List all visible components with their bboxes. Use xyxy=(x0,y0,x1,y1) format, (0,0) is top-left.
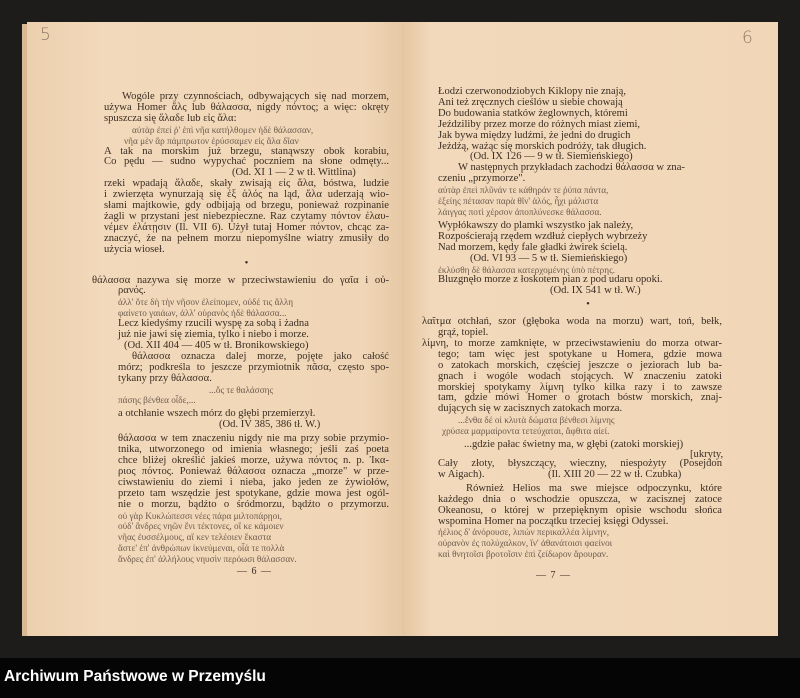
text-line: θάλασσα oznacza dalej morze, pojęte jako całość xyxy=(132,350,389,362)
text-line: chce bliżej określić jakieś morze, używa πόντος n. p. Ἰκα- xyxy=(118,455,389,466)
text-line: używa Homer ἅλς lub θάλασσα, nigdy πόντος; a więc: okręty xyxy=(104,101,389,113)
right-page xyxy=(402,22,778,636)
text-line: przeto tam wszędzie jest spotykane, gdzie mowa jest ogól- xyxy=(118,487,389,499)
text-line: Okeanosu, o której w przepięknym opisie wschodu słońca xyxy=(438,504,722,516)
text-line: rzeki wpadają ἅλαδε, skały zwisają εἰς ἅλα, bóstwa, ludzie xyxy=(104,178,389,190)
greek-line: οὐρανὸν ἐς πολύχαλκον, ἵν' ἀθανάτοισι φαείνοι xyxy=(438,538,613,549)
left-page xyxy=(27,22,402,636)
greek-line: οὐ γὰρ Κυκλώπεσσι νέες πάρα μιλτοπάρῃοι, xyxy=(118,510,282,521)
text-line: nie o morzu, bądźto o śródmorzu, bądźto o przymorzu. xyxy=(118,498,389,510)
handwritten-page-number-left: 5 xyxy=(40,25,51,45)
text-line: Również Helios ma swe miejsce odpoczynku, które xyxy=(466,482,722,494)
greek-line: ...ἔνθα δέ οἱ κλυτὰ δώματα βένθεσι λίμνης xyxy=(458,415,615,426)
greek-line: ἐκλύσθη δὲ θάλασσα κατερχομένης ὑπὸ πέτρης. xyxy=(438,264,615,275)
right-page-text xyxy=(422,86,738,560)
greek-line: ἠέλιος δ' ἀνόρουσε, λιπὼν περικαλλέα λίμνην, xyxy=(438,527,609,538)
verse-text: w Aigach). xyxy=(438,468,485,480)
greek-line: ...ὅς τε θαλάσσης xyxy=(209,384,274,395)
greek-line: πάσης βένθεα οἶδε,... xyxy=(118,395,196,406)
archive-footer-bar xyxy=(0,658,800,698)
citation: (Od. VI 93 — 5 w tł. Siemieńskiego) xyxy=(470,252,628,264)
text-line: dujących się w zacisznych zatokach morza. xyxy=(438,403,623,415)
citation: (Od. XI 1 — 2 w tł. Wittlina) xyxy=(232,167,356,179)
section-separator: • xyxy=(586,299,590,311)
page-number: — 6 — xyxy=(237,566,272,577)
verse-line: Cały złoty, błyszczący, wieczny, niespożyty (Posejdon xyxy=(438,458,722,469)
text-line: o zatokach morskich, częściej jeszcze o jeziorach lub ba- xyxy=(438,359,722,371)
text-line: mórz; podkreśla to jeszcze przymiotnik πᾶσα, często spo- xyxy=(118,361,389,373)
text-line: tego; tam więc jest spotykane u Homera, gdzie mowa xyxy=(438,348,722,360)
text-line: żagli w przystani jest niebezpieczne. Raz czytamy πόντον ἐλαυ- xyxy=(104,210,389,222)
text-line: wspomina Homer na początku trzeciej księgi Odyssei. xyxy=(438,515,669,527)
greek-line: φαίνετο γαιάων, ἀλλ' οὐρανὸς ἠδὲ θάλασσα... xyxy=(118,308,287,319)
text-line: czeniu „przymorze". xyxy=(438,173,526,185)
left-page-text xyxy=(92,91,389,565)
archive-name: Archiwum Państwowe w Przemyślu xyxy=(4,668,266,685)
greek-line: οὐδ' ἄνδρες νηῶν ἔνι τέκτονες, οἵ κε κάμοιεν xyxy=(118,521,284,532)
citation: (Od. IX 541 w tł. W.) xyxy=(550,285,641,297)
page-number: — 7 — xyxy=(536,570,571,581)
greek-line: νῆας ἐυσσέλμους, αἵ κεν τελέοιεν ἕκαστα xyxy=(118,532,272,543)
citation: (Od. IX 126 — 9 w tł. Siemieńskiego) xyxy=(470,151,633,163)
text-line: λίμνη, to morze zamknięte, w przeciwstawieniu do morza otwar- xyxy=(422,337,722,349)
text-line: ciwstawieniu do ziemi i nieba, jako jeden ze żywiołów, xyxy=(118,476,389,488)
section-separator: • xyxy=(244,257,249,269)
text-line: morskiej spotykamy λίμνη tylko kilka razy i to zawsze xyxy=(438,381,722,393)
text-line: νέμεν ἐλάτῃσιν (Il. VII 6). Użył tutaj Homer πόντον, chcąc za- xyxy=(104,221,389,233)
citation: (Od. IV 385, 386 tł. W.) xyxy=(219,419,321,431)
greek-line: ἀλλ' ὅτε δὴ τὴν νῆσον ἐλείπομεν, οὐδέ τις ἄλλη xyxy=(118,297,294,308)
verse-line: Do budowania statków żeglownych, któremi xyxy=(438,107,628,119)
handwritten-page-number-right: 6 xyxy=(742,28,753,48)
text-line: gnach i wogóle wodach stojących. W znaczeniu zatoki xyxy=(438,370,722,382)
text-line: tnika, utworzonego od imienia własnego; jeśli zaś poeta xyxy=(118,444,389,456)
text-line: Wogóle przy czynnościach, odbywających się nad morzem, xyxy=(122,91,389,102)
text-line: tykany przy θάλασσα. xyxy=(118,372,212,384)
text-line: ριος πόντος. Ponieważ θάλασσα oznacza „morze" w prze- xyxy=(118,465,389,477)
greek-line: νῆα μὲν ἄρ πάμπρωτον ἐρύσσαμεν εἰς ἅλα δῖαν xyxy=(124,135,299,146)
verse-line: Nad morzem, kędy fale gładki żwirek ścielą. xyxy=(438,241,628,253)
verse-line: Lecz kiedyśmy rzucili wyspę za sobą i żadna xyxy=(118,318,309,330)
text-line: słami majtkowie, gdy odbijają od brzegu, ponieważ rozpinanie xyxy=(104,200,389,212)
verse-line: Jeździliby przez morze do różnych miast ziemi, xyxy=(438,118,641,130)
text-line: spuszcza się ἅλαδε lub εἰς ἅλα: xyxy=(104,112,237,124)
citation: (Il. XIII 20 — 22 w tł. Czubka) xyxy=(548,468,682,480)
verse-line: Ani też zręcznych cieślów u siebie chowają xyxy=(438,96,623,108)
text-line: i zwierzęta wynurzają się ἐξ ἁλός na ląd, ἅλα uderzają wio- xyxy=(104,189,389,201)
verse-line: Rozpościerają rzędem wzdłuż ciepłych wybrzeży xyxy=(438,230,648,242)
verse-line-with-citation xyxy=(438,470,722,481)
verse-line: Bluzgnęło morze z łoskotem pian z pod udaru opoki. xyxy=(438,274,663,286)
greek-line: χρύσεα μαρμαίροντα τετεύχαται, ἄφθιτα αἰεί. xyxy=(442,426,610,437)
greek-line: ἄστε' ἐπ' ἀνθρώπων ἱκνεύμεναι, οἷά τε πολλὰ xyxy=(118,543,285,554)
text-line: grąź, topiel. xyxy=(438,327,489,339)
verse-line: Jak bywa między ludźmi, że jedni do drugich xyxy=(438,129,631,141)
greek-line: καὶ θνητοῖσι βροτοῖσιν ἐπὶ ζείδωρον ἄρουραν. xyxy=(438,549,609,560)
text-line: znaczyć, że na pełnem morzu niepomyślne wiatry zmusiły do xyxy=(104,232,389,244)
greek-line: ἄνδρες ἐπ' ἀλλήλους νηυσὶν περόωσι θάλασσαν. xyxy=(118,554,297,565)
greek-line: λάιγγας ποτὶ χέρσον ἀποπλύνεσκε θάλασσα. xyxy=(438,206,602,217)
citation: (Od. XII 404 — 405 w tł. Bronikowskiego) xyxy=(124,339,309,351)
verse-line: Wypłókawszy do plamki wszystko jak należy, xyxy=(438,219,634,231)
verse-line: a otchłanie wszech mórz do głębi przemierzył. xyxy=(118,408,316,420)
text-line: tam, gdzie mówi Homer o grotach bóstw morskich, znaj- xyxy=(438,392,722,404)
text-line: ρανός. xyxy=(118,285,146,297)
verse-line: Jeżdżą, ważąc się morskich podróży, tak długich. xyxy=(438,140,647,152)
text-line: θάλασσα nazywa się morze w przeciwstawieniu do γαῖα i οὐ- xyxy=(92,274,389,286)
verse-line: Co pędu — sudno wypychać poczniem na słone odmęty... xyxy=(104,156,389,168)
greek-line: αὐτὰρ ἐπεὶ πλῦνάν τε κάθηράν τε ῥύπα πάντα, xyxy=(438,185,609,196)
text-line: λαῖτμα otchłań, szor (głęboka woda na morzu) wart, toń, bełk, xyxy=(422,316,722,328)
text-line: W następnych przykładach zachodzi θάλασσα w zna- xyxy=(458,162,685,174)
text-line: θάλασσα w tem znaczeniu nigdy nie ma przy sobie przymio- xyxy=(118,433,389,445)
text-line: użycia wioseł. xyxy=(104,243,165,255)
verse-line: już nie jawi się ziemia, tylko i niebo i morze. xyxy=(118,329,309,341)
greek-line: ἑξείης πέτασαν παρὰ θῖν' ἁλός, ἧχι μάλιστα xyxy=(438,196,599,207)
text-line: każdego dnia o wschodzie opuszcza, w zacisznej zatoce xyxy=(438,493,722,505)
verse-line: ...gdzie pałac świetny ma, w głębi (zatoki morskiej) xyxy=(464,439,684,451)
greek-line: αὐτὰρ ἐπεί ῥ' ἐπὶ νῆα κατήλθομεν ἠδὲ θάλασσαν, xyxy=(132,124,314,135)
verse-line: Łodzi czerwonodziobych Kiklopy nie znają, xyxy=(438,86,626,97)
verse-line: A tak na morskim już brzegu, stanąwszy obok korabiu, xyxy=(104,145,389,157)
verse-line: [ukryty, xyxy=(690,449,724,460)
